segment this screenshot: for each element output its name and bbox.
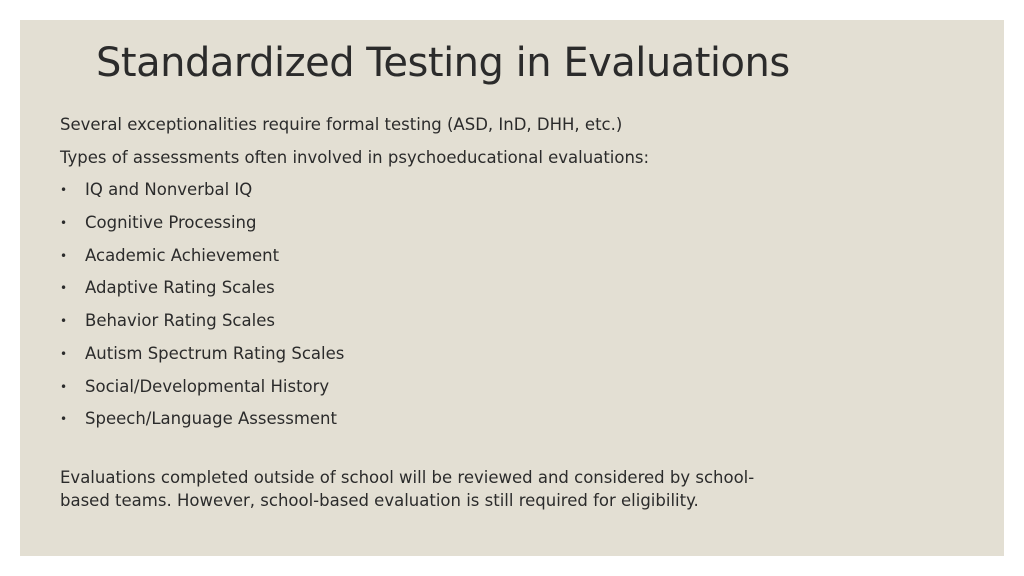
list-item-label: Speech/Language Assessment [85,409,337,429]
list-item-label: Social/Developmental History [85,376,330,396]
slide-body [60,114,820,441]
list-item [60,310,820,343]
list-item [60,179,820,212]
list-item [60,376,820,409]
intro-text: Several exceptionalities require formal testing (ASD, InD, DHH, etc.) [60,115,623,134]
list-item-label: Autism Spectrum Rating Scales [85,343,345,363]
bullet-icon: • [60,183,68,198]
list-item-label: Behavior Rating Scales [85,311,275,331]
list-item [60,277,820,310]
bullet-icon: • [60,412,68,427]
list-heading: Types of assessments often involved in psychoeducational evaluations: [60,147,650,167]
list-item [60,212,820,245]
slide-title: Standardized Testing in Evaluations [96,40,790,86]
bullet-icon: • [60,216,68,231]
list-item-label: Adaptive Rating Scales [85,278,275,298]
assessment-list [60,179,820,441]
list-item [60,245,820,278]
slide [20,20,1004,556]
list-item-label: IQ and Nonverbal IQ [85,180,253,200]
bullet-icon: • [60,346,68,361]
list-item-label: Academic Achievement [85,245,280,265]
bullet-icon: • [60,379,68,394]
bullet-icon: • [60,248,68,263]
bullet-icon: • [60,314,68,329]
list-item-label: Cognitive Processing [85,213,257,233]
list-item [60,343,820,376]
list-item [60,408,820,441]
bullet-icon: • [60,281,68,296]
closing-paragraph: Evaluations completed outside of school will be reviewed and considered by school-based teams. However, school-based evaluation is still required for eligibility. [60,468,755,510]
